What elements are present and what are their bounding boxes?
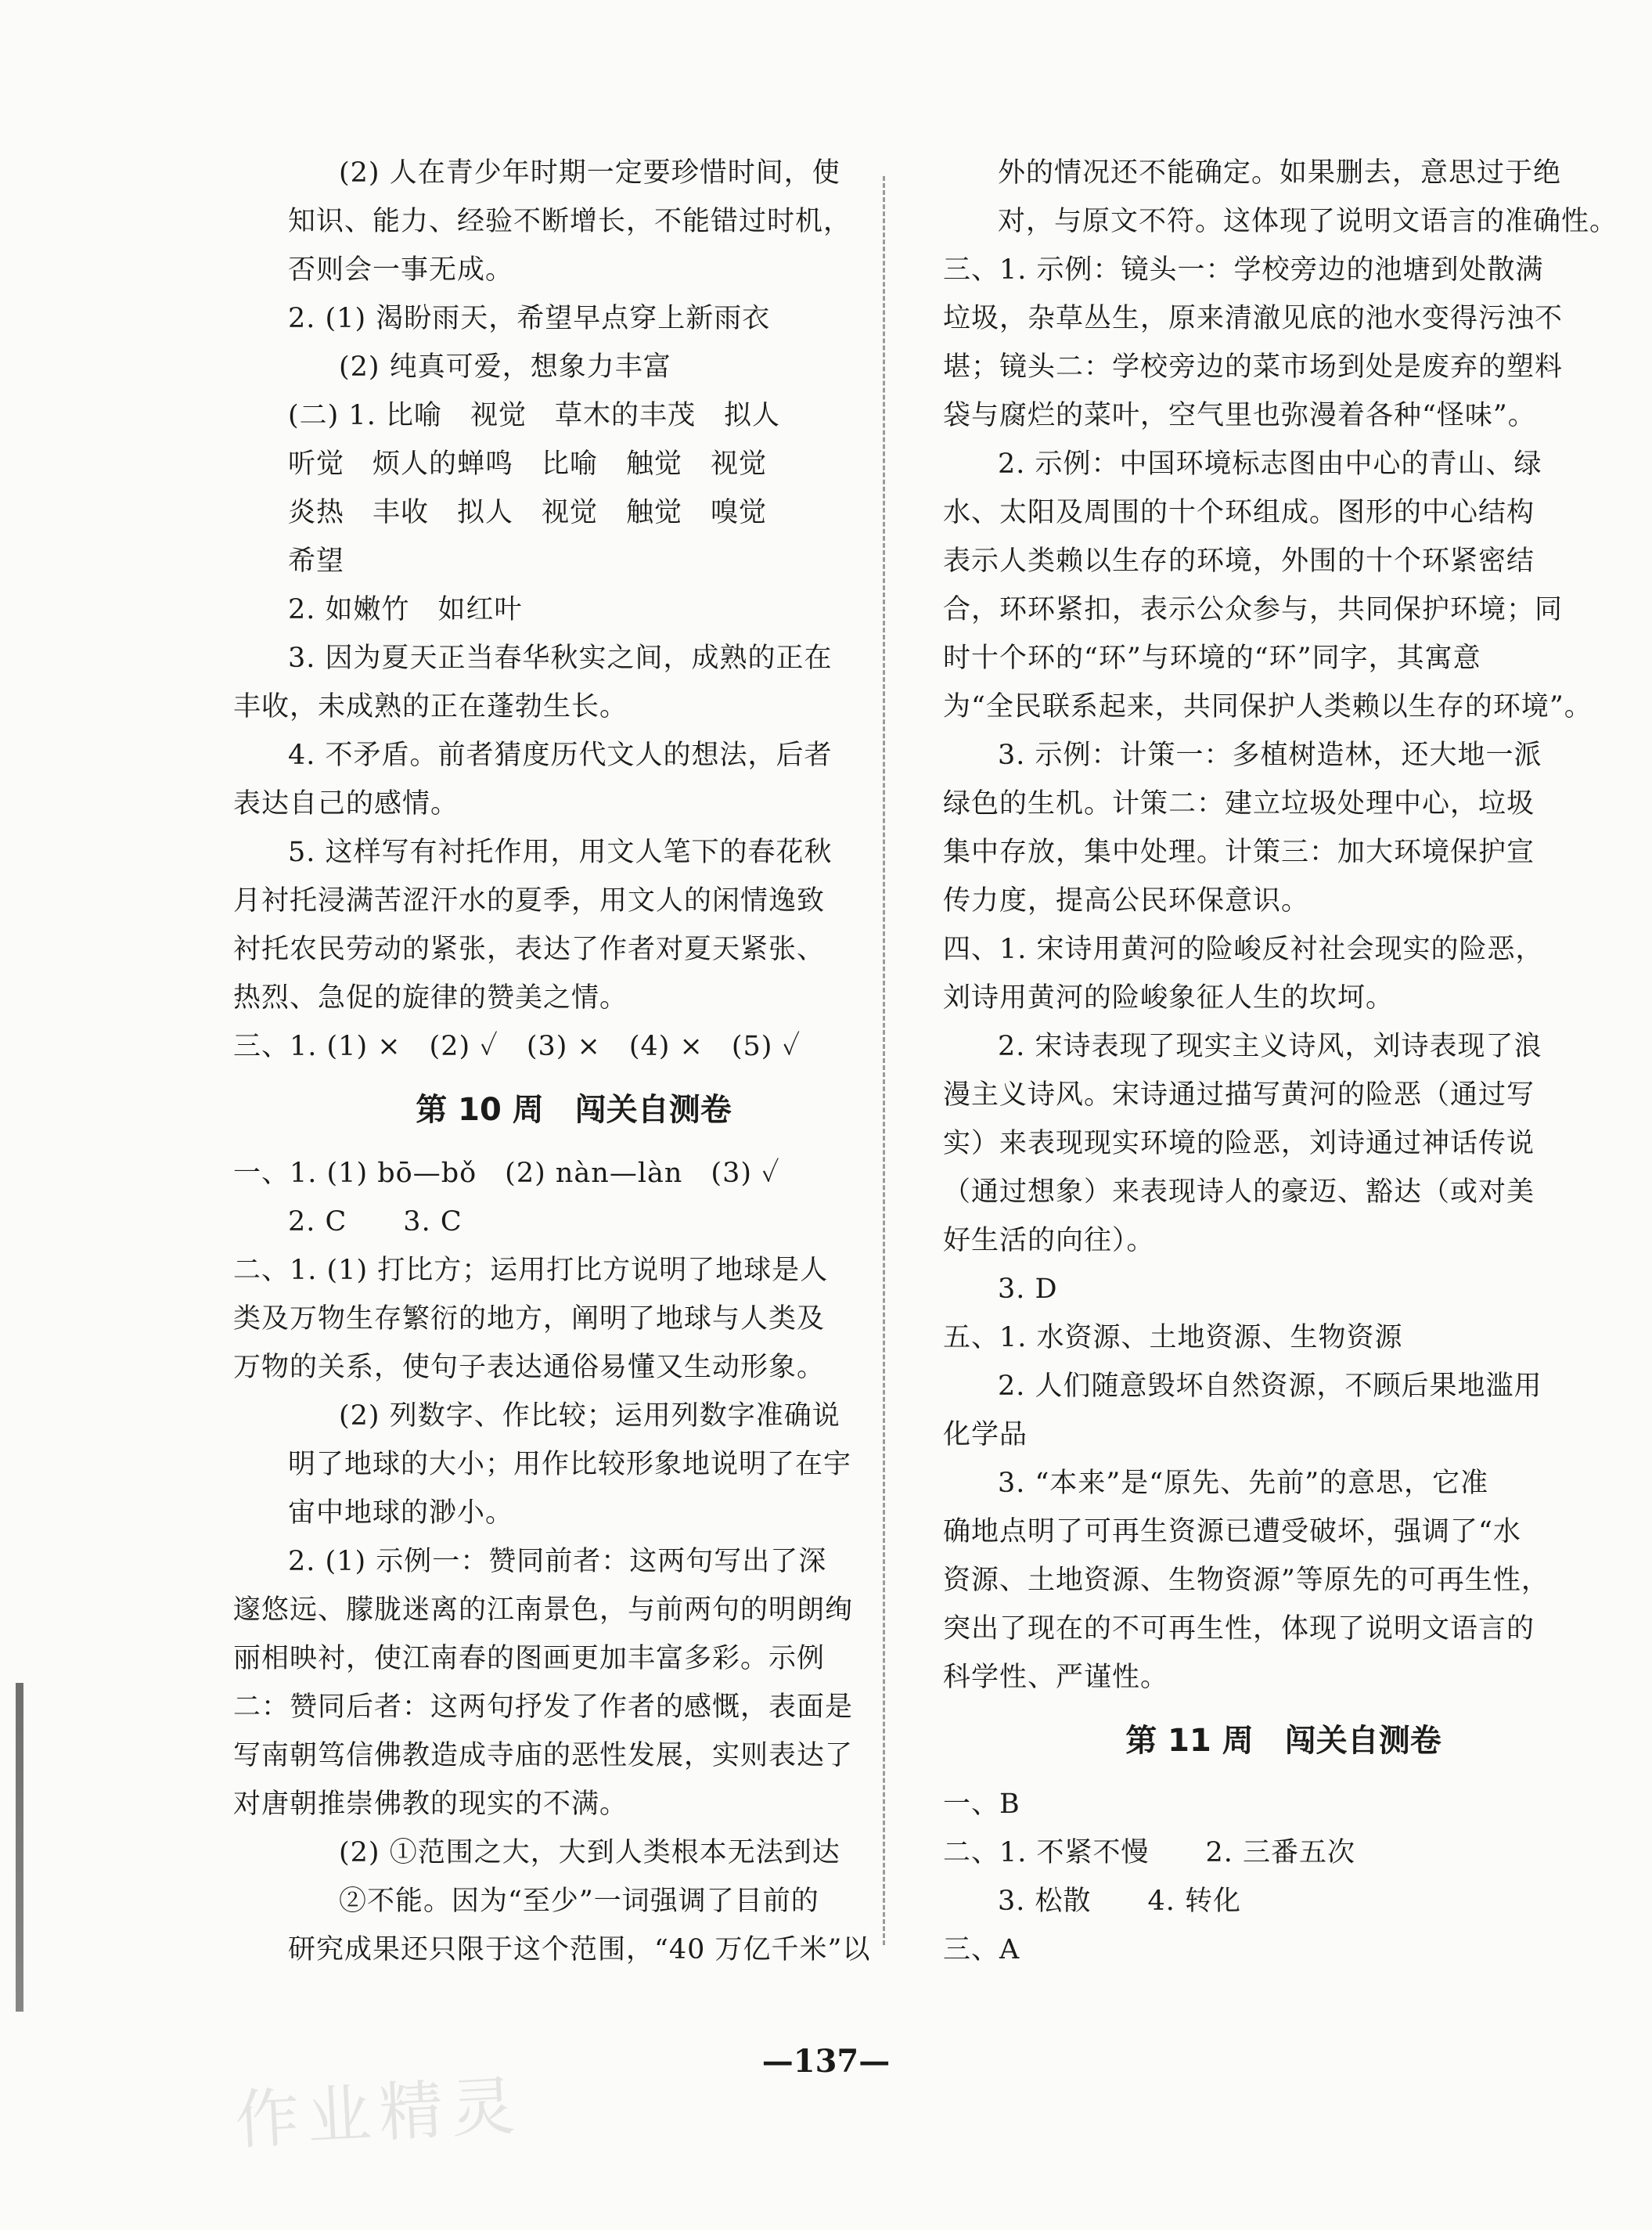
text-line: (2) 人在青少年时期一定要珍惜时间，使 <box>339 157 840 189</box>
text-line: 2. 人们随意毁坏自然资源，不顾后果地滥用 <box>998 1371 1542 1402</box>
text-line: （通过想象）来表现诗人的豪迈、豁达（或对美 <box>943 1176 1535 1208</box>
text-line: 3. 示例：计策一：多植树造林，还大地一派 <box>998 740 1542 771</box>
text-line: 3. 松散 4. 转化 <box>998 1886 1242 1917</box>
text-line: 写南朝笃信佛教造成寺庙的恶性发展，实则表达了 <box>233 1740 854 1771</box>
text-line: 丽相映衬，使江南春的图画更加丰富多彩。示例 <box>233 1643 826 1674</box>
text-line: 好生活的向往）。 <box>943 1225 1155 1256</box>
text-line: 资源、土地资源、生物资源”等原先的可再生性， <box>943 1565 1549 1596</box>
text-line: 2. 示例：中国环境标志图由中心的青山、绿 <box>998 449 1542 480</box>
text-line: 3. 因为夏天正当春华秋实之间，成熟的正在 <box>288 643 833 674</box>
text-line: 对，与原文不符。这体现了说明文语言的准确性。 <box>998 206 1618 237</box>
text-line: 万物的关系，使句子表达通俗易懂又生动形象。 <box>233 1352 826 1383</box>
text-line: 否则会一事无成。 <box>288 254 514 286</box>
text-line: 2. 宋诗表现了现实主义诗风，刘诗表现了浪 <box>998 1031 1542 1062</box>
text-line: 研究成果还只限于这个范围，“40 万亿千米”以 <box>288 1934 871 1965</box>
text-line: 三、1. (1) × (2) ✓ (3) × (4) × (5) ✓ <box>233 1031 801 1062</box>
text-line: 绿色的生机。计策二：建立垃圾处理中心，垃圾 <box>943 788 1535 820</box>
text-line: 衬托农民劳动的紧张，表达了作者对夏天紧张、 <box>233 934 826 965</box>
text-line: 2. (1) 示例一：赞同前者：这两句写出了深 <box>288 1546 827 1577</box>
text-line: 月衬托浸满苦涩汗水的夏季，用文人的闲情逸致 <box>233 885 826 917</box>
text-line: 二、1. (1) 打比方；运用打比方说明了地球是人 <box>233 1255 829 1286</box>
text-line: ②不能。因为“至少”一词强调了目前的 <box>339 1886 819 1917</box>
text-line: 化学品 <box>943 1419 1028 1450</box>
text-line: (2) 列数字、作比较；运用列数字准确说 <box>339 1400 840 1432</box>
text-line: 4. 不矛盾。前者猜度历代文人的想法，后者 <box>288 740 833 771</box>
text-line: 科学性、严谨性。 <box>943 1662 1169 1693</box>
text-line: 三、A <box>943 1934 1020 1965</box>
text-line: 堪；镜头二：学校旁边的菜市场到处是废弃的塑料 <box>943 351 1564 383</box>
text-line: (2) 纯真可爱，想象力丰富 <box>339 351 671 383</box>
text-line: (2) ①范围之大，大到人类根本无法到达 <box>339 1837 840 1868</box>
text-line: 外的情况还不能确定。如果删去，意思过于绝 <box>998 157 1562 189</box>
text-line: 3. “本来”是“原先、先前”的意思，它准 <box>998 1468 1489 1499</box>
text-line: 垃圾，杂草丛生，原来清澈见底的池水变得污浊不 <box>943 303 1564 334</box>
text-line: 五、1. 水资源、土地资源、生物资源 <box>943 1322 1403 1353</box>
text-line: 2. C 3. C <box>288 1206 462 1237</box>
text-line: 传力度，提高公民环保意识。 <box>943 885 1310 917</box>
text-line: 为“全民联系起来，共同保护人类赖以生存的环境”。 <box>943 691 1593 722</box>
text-line: 表达自己的感情。 <box>233 788 459 820</box>
scan-edge-mark <box>16 1683 23 2012</box>
text-line: 漫主义诗风。宋诗通过描写黄河的险恶（通过写 <box>943 1079 1535 1111</box>
text-line: 3. D <box>998 1274 1058 1305</box>
text-line: 热烈、急促的旋律的赞美之情。 <box>233 982 628 1014</box>
text-line: 一、B <box>943 1789 1020 1820</box>
text-line: 2. (1) 渴盼雨天，希望早点穿上新雨衣 <box>288 303 771 334</box>
right-column <box>943 149 1624 1974</box>
text-line: 邃悠远、朦胧迷离的江南景色，与前两句的明朗绚 <box>233 1594 854 1626</box>
text-line: 表示人类赖以生存的环境，外围的十个环紧密结 <box>943 546 1535 577</box>
text-line: 刘诗用黄河的险峻象征人生的坎坷。 <box>943 982 1395 1014</box>
text-line: 2. 如嫩竹 如红叶 <box>288 594 523 625</box>
text-line: 四、1. 宋诗用黄河的险峻反衬社会现实的险恶， <box>943 934 1544 965</box>
text-line: 集中存放，集中处理。计策三：加大环境保护宣 <box>943 837 1535 868</box>
text-line: 三、1. 示例：镜头一：学校旁边的池塘到处散满 <box>943 254 1544 286</box>
left-column <box>233 149 914 1974</box>
text-line: 突出了现在的不可再生性，体现了说明文语言的 <box>943 1613 1535 1645</box>
text-line: 听觉 烦人的蝉鸣 比喻 触觉 视觉 <box>288 449 768 480</box>
section-heading-week-10: 第 10 周 闯关自测卷 <box>416 1092 732 1128</box>
text-line: 确地点明了可再生资源已遭受破坏，强调了“水 <box>943 1516 1521 1547</box>
text-line: 对唐朝推崇佛教的现实的不满。 <box>233 1789 628 1820</box>
text-line: 二：赞同后者：这两句抒发了作者的感慨，表面是 <box>233 1691 854 1723</box>
text-line: 丰收，未成熟的正在蓬勃生长。 <box>233 691 628 722</box>
text-line: 合，环环紧扣，表示公众参与，共同保护环境；同 <box>943 594 1564 625</box>
watermark: 作业精灵 <box>233 2069 525 2159</box>
text-line: 袋与腐烂的菜叶，空气里也弥漫着各种“怪味”。 <box>943 400 1536 431</box>
section-heading-week-11: 第 11 周 闯关自测卷 <box>1125 1723 1441 1759</box>
text-line: 宙中地球的渺小。 <box>288 1497 514 1529</box>
text-line: 类及万物生存繁衍的地方，阐明了地球与人类及 <box>233 1303 826 1335</box>
text-line: 时十个环的“环”与环境的“环”同字，其寓意 <box>943 643 1481 674</box>
text-line: 水、太阳及周围的十个环组成。图形的中心结构 <box>943 497 1535 528</box>
text-line: 5. 这样写有衬托作用，用文人笔下的春花秋 <box>288 837 833 868</box>
text-line: 明了地球的大小；用作比较形象地说明了在宇 <box>288 1449 852 1480</box>
text-line: (二) 1. 比喻 视觉 草木的丰茂 拟人 <box>288 400 780 431</box>
text-line: 二、1. 不紧不慢 2. 三番五次 <box>943 1837 1356 1868</box>
page-number: —137— <box>761 2043 891 2080</box>
text-line: 炎热 丰收 拟人 视觉 触觉 嗅觉 <box>288 497 768 528</box>
text-line: 实）来表现现实环境的险恶，刘诗通过神话传说 <box>943 1128 1535 1159</box>
text-line: 一、1. (1) bō—bǒ (2) nàn—làn (3) ✓ <box>233 1158 780 1189</box>
text-line: 希望 <box>288 546 345 577</box>
text-line: 知识、能力、经验不断增长，不能错过时机， <box>288 206 852 237</box>
